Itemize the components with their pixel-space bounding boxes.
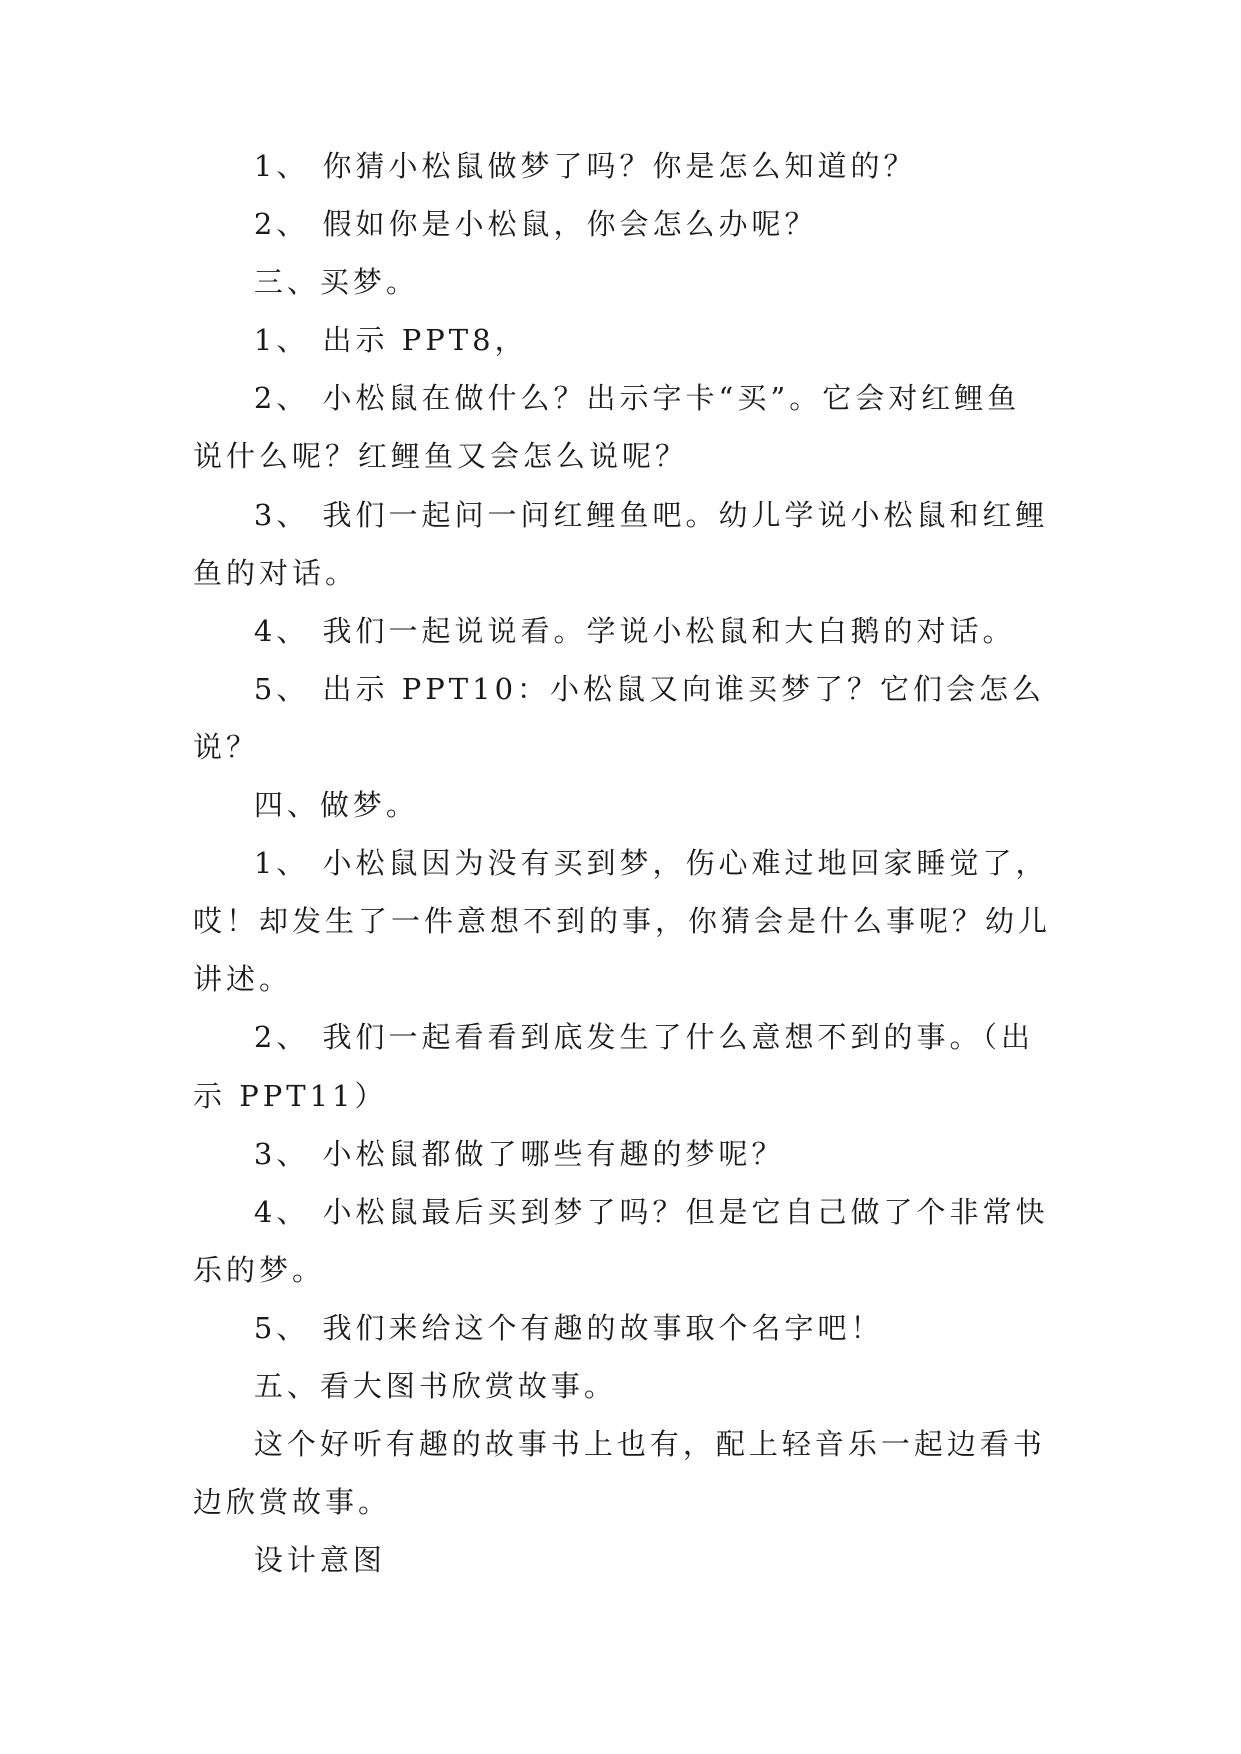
paragraph-3-5: 5、 出示 PPT10：小松鼠又向谁买梦了？它们会怎么说？ [193, 671, 1046, 764]
section-heading-5: 五、看大图书欣赏故事。 [253, 1368, 617, 1403]
paragraph-4-2: 2、 我们一起看看到底发生了什么意想不到的事。（出示 PPT11） [193, 1020, 1035, 1113]
section-heading-3: 三、买梦。 [253, 265, 419, 300]
paragraph-4-3: 3、 小松鼠都做了哪些有趣的梦呢？ [253, 1136, 785, 1171]
document-body [193, 137, 1053, 1589]
paragraph-q1: 1、 你猜小松鼠做梦了吗？你是怎么知道的？ [253, 149, 917, 183]
paragraph-3-2: 2、 小松鼠在做什么？出示字卡“买”。它会对红鲤鱼说什么呢？红鲤鱼又会怎么说呢？ [193, 381, 1021, 474]
paragraph-5-1: 这个好听有趣的故事书上也有，配上轻音乐一起边看书边欣赏故事。 [193, 1427, 1046, 1520]
paragraph-4-5: 5、 我们来给这个有趣的故事取个名字吧！ [253, 1310, 884, 1345]
paragraph-3-4: 4、 我们一起说说看。学说小松鼠和大白鹅的对话。 [253, 613, 1016, 648]
section-heading-design-intent: 设计意图 [253, 1543, 386, 1578]
paragraph-4-1: 1、 小松鼠因为没有买到梦，伤心难过地回家睡觉了，哎！却发生了一件意想不到的事，你猜会是什么事呢？幼儿讲述。 [193, 846, 1052, 997]
section-heading-4: 四、做梦。 [253, 788, 419, 823]
paragraph-q2: 2、 假如你是小松鼠，你会怎么办呢？ [253, 207, 818, 242]
paragraph-4-4: 4、 小松鼠最后买到梦了吗？但是它自己做了个非常快乐的梦。 [193, 1194, 1049, 1287]
paragraph-3-1: 1、 出示 PPT8， [253, 323, 528, 358]
paragraph-3-3: 3、 我们一起问一问红鲤鱼吧。幼儿学说小松鼠和红鲤鱼的对话。 [193, 497, 1049, 590]
